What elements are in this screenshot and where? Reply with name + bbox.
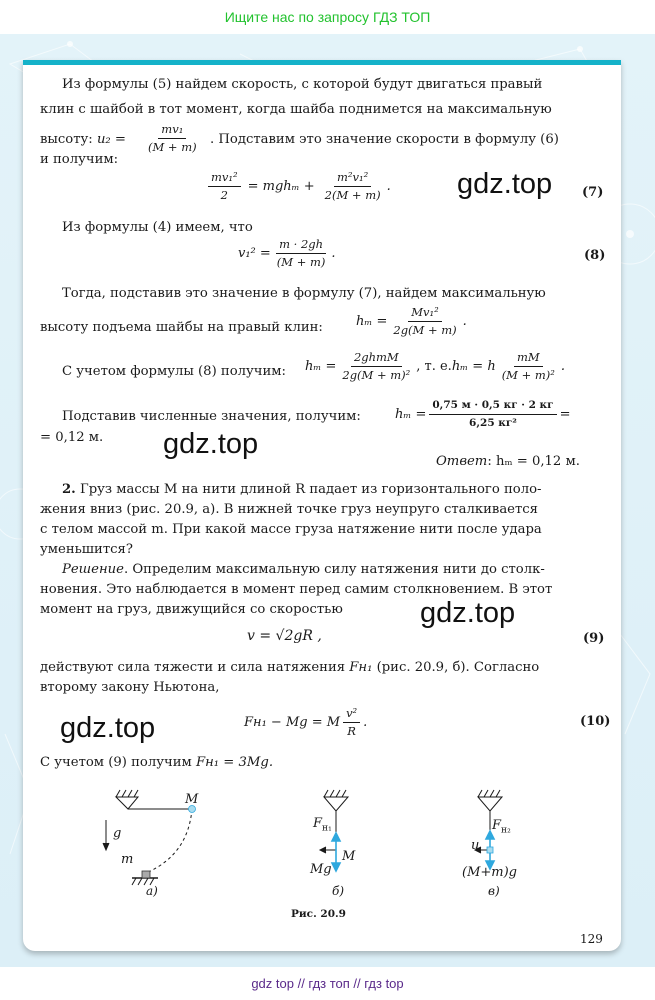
paragraph-line: Из формулы (4) имеем, что [62, 220, 253, 235]
figure-b-label-M: M [342, 849, 356, 864]
answer-value: : hₘ = 0,12 м. [487, 454, 580, 469]
paragraph-line: новения. Это наблюдается в момент перед самим столкновением. В этот [40, 582, 553, 597]
equation-number: (8) [584, 248, 606, 263]
formula-calc: hₘ = $\frac{0,75 м \cdot 0,5 кг \cdot 2 кг}{\text{6,25 кг²}}$ = [395, 399, 571, 429]
equation-number: (7) [582, 185, 604, 200]
formula-hm2: hₘ = $\frac{\text{2ghmM}}{\text{2g(M + m)²}}$ , т. е. hₘ = h $\frac{mM}{\text{(M + m)²}}$ . [305, 350, 566, 382]
figure-c-caption: в) [488, 884, 500, 898]
accent-bar [23, 60, 621, 65]
figure-a-label-m: m [121, 852, 134, 867]
figure-b-caption: б) [332, 884, 345, 898]
figure-caption: Рис. 20.9 [291, 908, 346, 920]
figure-c-label-u: u [471, 838, 480, 853]
formula-u2: u₂ = [96, 132, 126, 147]
formula-u2-fraction: $\frac{\text{mv₁}}{(M + m)}$ [148, 122, 197, 154]
paragraph-line: уменьшится? [40, 542, 133, 557]
top-banner: Ищите нас по запросу ГДЗ ТОП [224, 9, 431, 25]
formula-10: Fн₁ − Mg = M $\frac{\text{v²}}{R}$ . [244, 706, 368, 738]
answer-label: Ответ [436, 454, 488, 469]
paragraph-line: Тогда, подставив это значение в формулу (7), найдем максимальную [62, 286, 546, 301]
paragraph-line: и получим: [40, 152, 119, 167]
paragraph-line: с телом массой m. При какой массе груза натяжение нити после удара [40, 522, 542, 537]
formula-hm: hₘ = $\frac{\text{Mv₁²}}{2g(M + m)}$ . [356, 305, 467, 337]
paragraph-line: второму закону Ньютона, [40, 680, 220, 695]
paragraph-line: Из формулы (5) найдем скорость, с которой будут двигаться правый [62, 77, 543, 92]
paragraph-line: жения вниз (рис. 20.9, а). В нижней точке груз неупруго сталкивается [40, 502, 538, 517]
paragraph-line: момент на груз, движущийся со скоростью [40, 602, 343, 617]
task-number: 2. [62, 482, 76, 497]
watermark: gdz.top [60, 712, 156, 744]
figure-a-caption: а) [146, 884, 158, 898]
formula-8: v₁² = $\frac{m \cdot 2gh}{(M + m)}$ . [238, 237, 336, 269]
paragraph-line: С учетом (9) получим Fн₁ = 3Mg. [40, 755, 274, 770]
watermark: gdz.top [420, 597, 516, 629]
figure-a-diagram-icon [80, 785, 230, 895]
answer-line [436, 452, 580, 472]
figure-c-label-F: $F_{н_2}$ [492, 818, 511, 836]
paragraph-line [40, 130, 126, 150]
figure-b-label-F: $F_{н_1}$ [313, 816, 332, 834]
formula-9: v = √2gR , [247, 628, 322, 644]
equation-number: (10) [580, 714, 611, 729]
figure-b-label-Mg: Mg [310, 862, 332, 877]
figure-a-label-M: M [185, 792, 199, 807]
paragraph-line: высоту подъема шайбы на правый клин: [40, 320, 323, 335]
text: высоту: [40, 132, 97, 147]
page-number: 129 [580, 932, 603, 946]
figure-c-label-Mmg: (M+m)g [462, 865, 517, 880]
paragraph-line: клин с шайбой в тот момент, когда шайба поднимется на максимальную [40, 102, 552, 117]
paragraph-line: 2. Груз массы M на нити длиной R падает из горизонтального поло- [62, 482, 542, 497]
paragraph-line: . Подставим это значение скорости в формулу (6) [210, 132, 559, 147]
paragraph-line: С учетом формулы (8) получим: [62, 364, 286, 379]
paragraph-line: = 0,12 м. [40, 430, 104, 445]
watermark: gdz.top [163, 428, 259, 460]
solution-label: Решение [62, 562, 124, 577]
figure-a-label-g: g [113, 826, 122, 841]
paragraph-line: Подставив численные значения, получим: [62, 409, 361, 424]
watermark: gdz.top [457, 168, 553, 200]
paragraph-line: действуют сила тяжести и сила натяжения Fн₁ (рис. 20.9, б). Согласно [40, 660, 540, 675]
formula-7: $\frac{\text{mv₁²}}{2}$ = mghₘ + $\frac{\text{m²v₁²}}{2(M + m)}$ . [205, 170, 391, 203]
equation-number: (9) [583, 631, 605, 646]
bottom-banner: gdz top // гдз топ // гдз top [251, 976, 404, 991]
paragraph-line: Решение. Определим максимальную силу натяжения нити до столк- [62, 562, 545, 577]
